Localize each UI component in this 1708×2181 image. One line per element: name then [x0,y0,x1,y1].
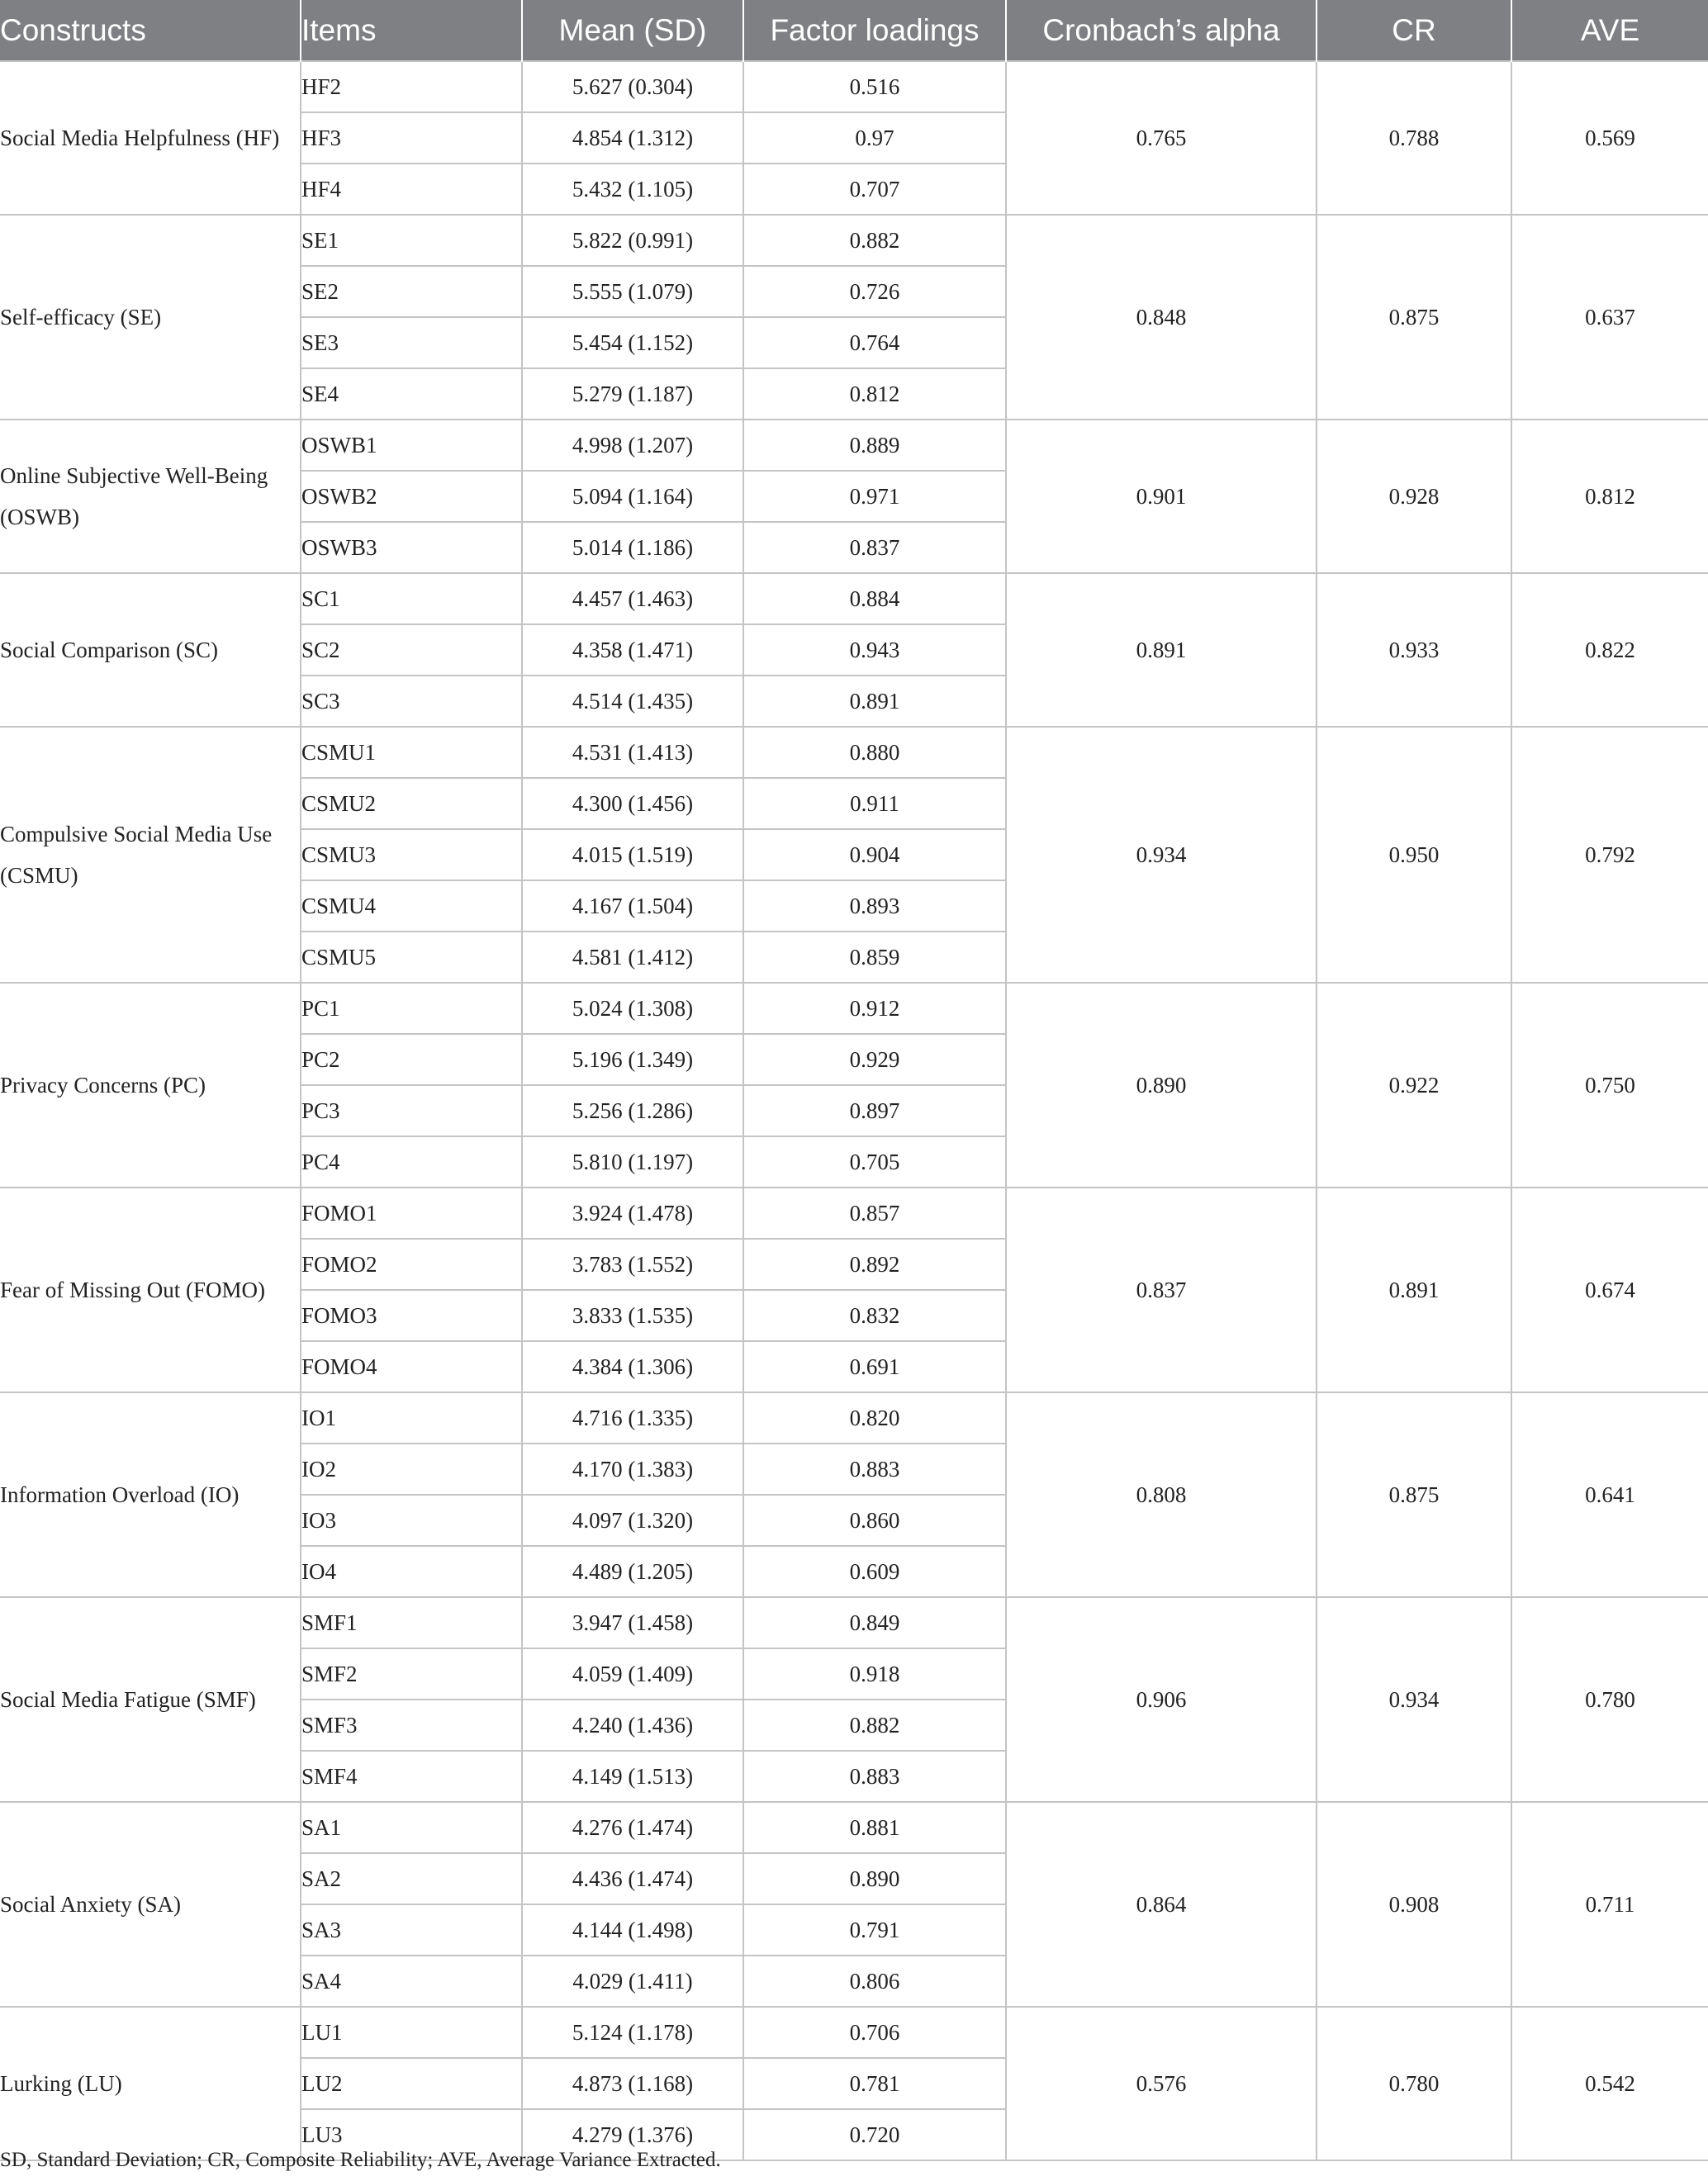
item-code: SA3 [301,1904,522,1956]
table-body [0,61,1708,2160]
table-row [0,1188,1708,1239]
mean-sd-value: 5.432 (1.105) [522,164,743,215]
item-code: HF3 [301,112,522,164]
mean-sd-value: 4.531 (1.413) [522,727,743,778]
item-code: CSMU5 [301,932,522,983]
mean-sd-value: 5.454 (1.152) [522,317,743,368]
construct-name: Social Media Fatigue (SMF) [0,1597,301,1802]
item-code: OSWB3 [301,522,522,573]
table-row [0,420,1708,471]
mean-sd-value: 5.256 (1.286) [522,1085,743,1136]
item-code: PC2 [301,1034,522,1085]
table-row [0,215,1708,266]
item-code: PC3 [301,1085,522,1136]
cr-value: 0.922 [1317,983,1511,1188]
item-code: SA2 [301,1853,522,1904]
mean-sd-value: 4.059 (1.409) [522,1648,743,1700]
item-code: LU3 [301,2109,522,2160]
factor-loading-value: 0.884 [743,573,1006,624]
factor-loading-value: 0.881 [743,1802,1006,1853]
cr-value: 0.934 [1317,1597,1511,1802]
mean-sd-value: 4.436 (1.474) [522,1853,743,1904]
item-code: PC4 [301,1136,522,1188]
item-code: SE4 [301,368,522,420]
mean-sd-value: 4.358 (1.471) [522,624,743,676]
factor-loading-value: 0.97 [743,112,1006,164]
cronbach-alpha-value: 0.837 [1006,1188,1317,1392]
construct-name: Fear of Missing Out (FOMO) [0,1188,301,1392]
item-code: CSMU1 [301,727,522,778]
mean-sd-value: 5.810 (1.197) [522,1136,743,1188]
cronbach-alpha-value: 0.576 [1006,2007,1317,2160]
mean-sd-value: 4.144 (1.498) [522,1904,743,1956]
header-items: Items [301,0,522,61]
mean-sd-value: 5.279 (1.187) [522,368,743,420]
ave-value: 0.750 [1511,983,1708,1188]
cr-value: 0.908 [1317,1802,1511,2007]
item-code: SMF4 [301,1751,522,1802]
ave-value: 0.641 [1511,1392,1708,1597]
factor-loading-value: 0.516 [743,61,1006,112]
cronbach-alpha-value: 0.890 [1006,983,1317,1188]
mean-sd-value: 4.514 (1.435) [522,676,743,727]
factor-loading-value: 0.837 [743,522,1006,573]
ave-value: 0.792 [1511,727,1708,983]
cr-value: 0.891 [1317,1188,1511,1392]
item-code: SE3 [301,317,522,368]
factor-loading-value: 0.832 [743,1290,1006,1341]
construct-name: Social Comparison (SC) [0,573,301,727]
cr-value: 0.780 [1317,2007,1511,2160]
item-code: CSMU2 [301,778,522,829]
cr-value: 0.788 [1317,61,1511,215]
construct-name: Self-efficacy (SE) [0,215,301,420]
header-cr: CR [1317,0,1511,61]
factor-loading-value: 0.892 [743,1239,1006,1290]
factor-loading-value: 0.912 [743,983,1006,1034]
ave-value: 0.569 [1511,61,1708,215]
item-code: OSWB2 [301,471,522,522]
item-code: IO4 [301,1546,522,1597]
item-code: CSMU3 [301,829,522,880]
ave-value: 0.812 [1511,420,1708,573]
item-code: SA1 [301,1802,522,1853]
cr-value: 0.933 [1317,573,1511,727]
mean-sd-value: 4.097 (1.320) [522,1495,743,1546]
header-factor-loadings: Factor loadings [743,0,1006,61]
mean-sd-value: 4.300 (1.456) [522,778,743,829]
mean-sd-value: 5.124 (1.178) [522,2007,743,2058]
mean-sd-value: 3.783 (1.552) [522,1239,743,1290]
item-code: IO1 [301,1392,522,1444]
item-code: FOMO3 [301,1290,522,1341]
factor-loading-value: 0.882 [743,215,1006,266]
construct-name: Privacy Concerns (PC) [0,983,301,1188]
cr-value: 0.875 [1317,1392,1511,1597]
table-footnote: SD, Standard Deviation; CR, Composite Reliability; AVE, Average Variance Extracted. [0,2149,721,2171]
mean-sd-value: 4.170 (1.383) [522,1444,743,1495]
mean-sd-value: 4.489 (1.205) [522,1546,743,1597]
item-code: PC1 [301,983,522,1034]
mean-sd-value: 3.947 (1.458) [522,1597,743,1648]
item-code: FOMO4 [301,1341,522,1392]
factor-loading-value: 0.860 [743,1495,1006,1546]
cronbach-alpha-value: 0.848 [1006,215,1317,420]
item-code: IO3 [301,1495,522,1546]
header-constructs: Constructs [0,0,301,61]
construct-name: Online Subjective Well-Being (OSWB) [0,420,301,573]
construct-name: Social Anxiety (SA) [0,1802,301,2007]
factor-loading-value: 0.705 [743,1136,1006,1188]
item-code: LU2 [301,2058,522,2109]
factor-loading-value: 0.859 [743,932,1006,983]
ave-value: 0.711 [1511,1802,1708,2007]
factor-loading-value: 0.857 [743,1188,1006,1239]
factor-loading-value: 0.897 [743,1085,1006,1136]
mean-sd-value: 4.015 (1.519) [522,829,743,880]
ave-value: 0.822 [1511,573,1708,727]
cronbach-alpha-value: 0.864 [1006,1802,1317,2007]
mean-sd-value: 4.276 (1.474) [522,1802,743,1853]
mean-sd-value: 4.457 (1.463) [522,573,743,624]
table-row [0,983,1708,1034]
table-row [0,1802,1708,1853]
mean-sd-value: 5.627 (0.304) [522,61,743,112]
mean-sd-value: 4.279 (1.376) [522,2109,743,2160]
cronbach-alpha-value: 0.808 [1006,1392,1317,1597]
item-code: FOMO1 [301,1188,522,1239]
mean-sd-value: 4.029 (1.411) [522,1956,743,2007]
mean-sd-value: 4.240 (1.436) [522,1700,743,1751]
construct-name: Lurking (LU) [0,2007,301,2160]
factor-loading-value: 0.691 [743,1341,1006,1392]
factor-loading-value: 0.806 [743,1956,1006,2007]
factor-loading-value: 0.849 [743,1597,1006,1648]
factor-loading-value: 0.781 [743,2058,1006,2109]
mean-sd-value: 5.014 (1.186) [522,522,743,573]
factor-loading-value: 0.971 [743,471,1006,522]
factor-loading-value: 0.893 [743,880,1006,932]
ave-value: 0.542 [1511,2007,1708,2160]
ave-value: 0.780 [1511,1597,1708,1802]
factor-loading-value: 0.707 [743,164,1006,215]
mean-sd-value: 5.555 (1.079) [522,266,743,317]
mean-sd-value: 4.149 (1.513) [522,1751,743,1802]
factor-loading-value: 0.791 [743,1904,1006,1956]
cr-value: 0.928 [1317,420,1511,573]
factor-loading-value: 0.891 [743,676,1006,727]
construct-name: Compulsive Social Media Use (CSMU) [0,727,301,983]
table-row [0,1597,1708,1648]
mean-sd-value: 5.196 (1.349) [522,1034,743,1085]
mean-sd-value: 4.873 (1.168) [522,2058,743,2109]
item-code: IO2 [301,1444,522,1495]
cronbach-alpha-value: 0.934 [1006,727,1317,983]
ave-value: 0.637 [1511,215,1708,420]
item-code: SMF3 [301,1700,522,1751]
factor-loading-value: 0.883 [743,1751,1006,1802]
construct-name: Social Media Helpfulness (HF) [0,61,301,215]
cronbach-alpha-value: 0.901 [1006,420,1317,573]
header-cronbachs-alpha: Cronbach’s alpha [1006,0,1317,61]
cronbach-alpha-value: 0.765 [1006,61,1317,215]
factor-loading-value: 0.720 [743,2109,1006,2160]
factor-loading-value: 0.609 [743,1546,1006,1597]
factor-loading-value: 0.943 [743,624,1006,676]
item-code: HF4 [301,164,522,215]
factor-loading-value: 0.812 [743,368,1006,420]
mean-sd-value: 4.854 (1.312) [522,112,743,164]
item-code: SMF2 [301,1648,522,1700]
factor-loading-value: 0.883 [743,1444,1006,1495]
mean-sd-value: 4.581 (1.412) [522,932,743,983]
table-row [0,1392,1708,1444]
mean-sd-value: 4.384 (1.306) [522,1341,743,1392]
factor-loading-value: 0.726 [743,266,1006,317]
factor-loading-value: 0.890 [743,1853,1006,1904]
item-code: FOMO2 [301,1239,522,1290]
factor-loading-value: 0.929 [743,1034,1006,1085]
item-code: LU1 [301,2007,522,2058]
header-row [0,0,1708,61]
table-row [0,727,1708,778]
factor-loading-value: 0.880 [743,727,1006,778]
mean-sd-value: 5.822 (0.991) [522,215,743,266]
ave-value: 0.674 [1511,1188,1708,1392]
factor-loading-value: 0.918 [743,1648,1006,1700]
item-code: SE2 [301,266,522,317]
item-code: SA4 [301,1956,522,2007]
factor-loading-value: 0.904 [743,829,1006,880]
item-code: SMF1 [301,1597,522,1648]
cronbach-alpha-value: 0.906 [1006,1597,1317,1802]
table-row [0,61,1708,112]
factor-loading-value: 0.820 [743,1392,1006,1444]
mean-sd-value: 3.833 (1.535) [522,1290,743,1341]
item-code: SE1 [301,215,522,266]
factor-loading-value: 0.911 [743,778,1006,829]
mean-sd-value: 3.924 (1.478) [522,1188,743,1239]
item-code: HF2 [301,61,522,112]
table-row [0,2007,1708,2058]
item-code: SC1 [301,573,522,624]
cr-value: 0.875 [1317,215,1511,420]
factor-loading-value: 0.882 [743,1700,1006,1751]
mean-sd-value: 4.716 (1.335) [522,1392,743,1444]
mean-sd-value: 4.998 (1.207) [522,420,743,471]
factor-loading-value: 0.706 [743,2007,1006,2058]
item-code: OSWB1 [301,420,522,471]
header-ave: AVE [1511,0,1708,61]
factor-loading-value: 0.889 [743,420,1006,471]
mean-sd-value: 5.094 (1.164) [522,471,743,522]
mean-sd-value: 4.167 (1.504) [522,880,743,932]
cronbach-alpha-value: 0.891 [1006,573,1317,727]
table-row [0,573,1708,624]
factor-loading-value: 0.764 [743,317,1006,368]
item-code: SC2 [301,624,522,676]
header-mean-sd: Mean (SD) [522,0,743,61]
construct-name: Information Overload (IO) [0,1392,301,1597]
item-code: CSMU4 [301,880,522,932]
item-code: SC3 [301,676,522,727]
cr-value: 0.950 [1317,727,1511,983]
mean-sd-value: 5.024 (1.308) [522,983,743,1034]
